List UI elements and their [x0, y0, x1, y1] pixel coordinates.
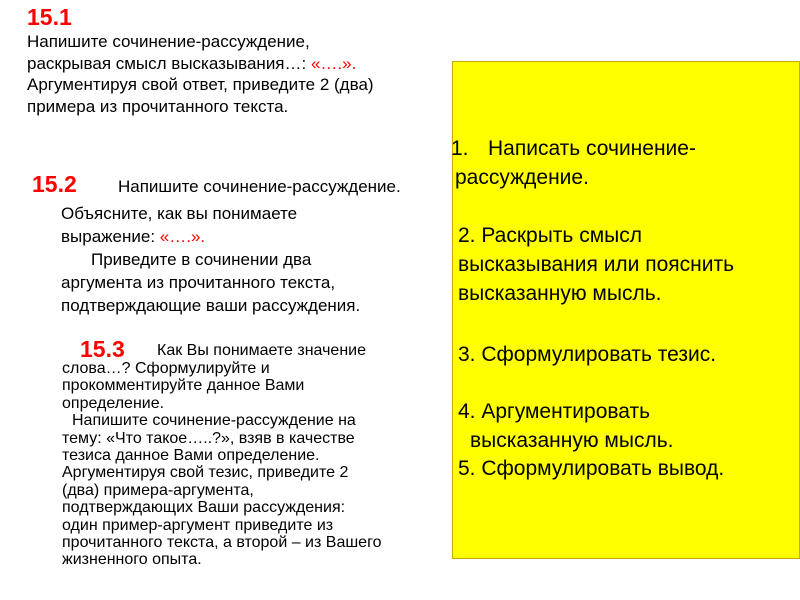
task-15-3-line: тему: «Что такое…..?», взяв в качестве — [62, 429, 355, 447]
task-15-2-line — [61, 225, 461, 248]
task-15-3-line: жизненного опыта. — [62, 551, 202, 569]
task-15-3-line: слова…? Сформулируйте и — [62, 360, 270, 377]
task-15-3-line: подтверждающих Ваши рассуждения: — [62, 499, 346, 517]
task-15-3-line: прочитанного текста, а второй – из Вашего — [62, 534, 382, 552]
task-15-3-text — [62, 360, 472, 569]
step-1-marker: 1. — [451, 137, 469, 160]
task-15-3-line: (два) примера-аргумента, — [62, 481, 254, 499]
task-15-2-number: 15.2 — [32, 171, 77, 197]
task-15-1-number: 15.1 — [27, 4, 72, 30]
step-2-line: 2. Раскрыть смысл — [458, 224, 642, 247]
task-15-2-line: подтверждающие ваши рассуждения. — [61, 296, 361, 315]
task-15-2-line: Приведите в сочинении два — [91, 250, 312, 269]
step-3-line: 3. Сформулировать тезис. — [458, 343, 717, 366]
step-1-line: рассуждение. — [455, 166, 589, 189]
step-1-line: Написать сочинение- — [488, 137, 696, 160]
task-15-1-line: примера из прочитанного текста. — [27, 96, 289, 116]
task-15-2-line-text: выражение: — [61, 227, 160, 246]
step-2-line: высказанную мысль. — [458, 282, 662, 305]
task-15-1-text — [27, 31, 457, 117]
step-2-line: высказывания или пояснить — [458, 253, 735, 276]
task-15-3-line: Аргументируя свой тезис, приведите 2 — [62, 464, 349, 482]
task-15-3-line: тезиса данное Вами определение. — [62, 447, 320, 465]
task-15-3-line: Напишите сочинение-рассуждение на — [72, 412, 356, 430]
task-15-1-line — [27, 53, 457, 75]
step-4-line: 4. Аргументировать — [458, 400, 651, 423]
task-15-2-line: аргумента из прочитанного текста, — [61, 273, 336, 292]
task-15-1-line: Аргументируя свой ответ, приведите 2 (два) — [27, 75, 374, 94]
task-15-3-line: один пример-аргумент приведите из — [62, 516, 334, 534]
quote-placeholder: «….». — [159, 227, 206, 246]
step-4-line: высказанную мысль. — [470, 429, 674, 452]
task-15-3-heading-line: Как Вы понимаете значение — [157, 342, 366, 359]
task-15-3-line: прокомментируйте данное Вами — [62, 377, 305, 395]
task-15-1-line-text: раскрывая смысл высказывания…: — [27, 53, 311, 73]
quote-placeholder: «….». — [310, 53, 357, 73]
task-15-3-line: определение. — [62, 394, 165, 412]
task-15-2-heading-line: Напишите сочинение-рассуждение. — [118, 177, 401, 196]
task-15-3-number: 15.3 — [80, 336, 125, 362]
task-15-2-text — [61, 202, 461, 317]
step-5-line: 5. Сформулировать вывод. — [458, 457, 725, 480]
task-15-2-line: Объясните, как вы понимаете — [61, 204, 298, 223]
task-15-1-line: Напишите сочинение-рассуждение, — [27, 32, 310, 51]
